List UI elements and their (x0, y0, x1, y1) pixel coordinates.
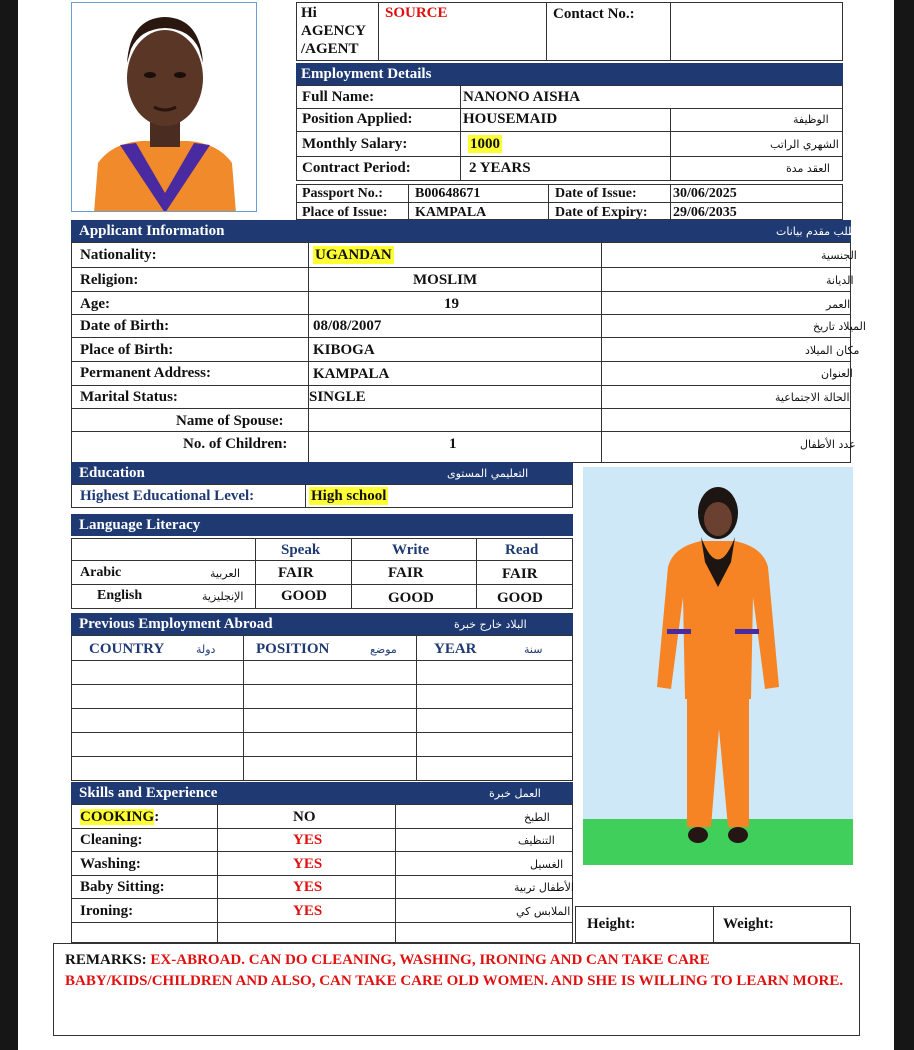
issue-date-value: 30/06/2025 (673, 186, 737, 201)
children-label: No. of Children: (183, 436, 288, 452)
education-title-ar: التعليمي المستوى (447, 467, 529, 480)
full-name-label: Full Name: (302, 89, 375, 105)
remarks-text-2: BABY/KIDS/CHILDREN AND ALSO, CAN TAKE CARE OLD WOMEN. AND SHE IS WILLING TO LEARN MORE. (65, 973, 844, 989)
marital-ar: الحالة الاجتماعية (775, 391, 850, 404)
skills-header-bar (71, 782, 573, 804)
position-value: HOUSEMAID (463, 111, 558, 127)
skill-cooking-ar: الطبخ (524, 811, 550, 824)
position-label: Position Applied: (302, 111, 413, 127)
prev-col-position: POSITION (256, 641, 330, 657)
previous-header-bar (71, 613, 573, 635)
contract-ar: العقد مدة (786, 162, 830, 175)
contract-value: 2 YEARS (469, 160, 531, 176)
lang-header-speak: Speak (281, 542, 321, 558)
salary-value: 1000 (470, 136, 500, 152)
pob-value: KIBOGA (313, 342, 375, 358)
skill-ironing-ar: الملابس كي (516, 905, 571, 918)
agency-label: Hi AGENCY /AGENT (301, 5, 367, 57)
skill-ironing-value: YES (293, 903, 323, 919)
skill-cooking-colon: : (154, 809, 160, 825)
religion-value: MOSLIM (413, 272, 478, 288)
marital-label: Marital Status: (80, 389, 178, 405)
skill-cooking-label (80, 808, 159, 826)
skill-ironing-label: Ironing: (80, 903, 134, 919)
height-label: Height: (587, 916, 636, 932)
education-title: Education (79, 465, 145, 481)
position-ar: الوظيفة (793, 113, 829, 126)
skills-title-ar: العمل خبرة (489, 787, 541, 800)
lang-name-english: English (97, 588, 143, 603)
lang-header-read: Read (505, 542, 539, 558)
previous-title: Previous Employment Abroad (79, 616, 273, 632)
lang-name-english-ar: الإنجليزية (202, 590, 244, 603)
lang-header-write: Write (392, 542, 430, 558)
education-level-label: Highest Educational Level: (80, 488, 255, 504)
expiry-date-value: 29/06/2035 (673, 205, 737, 220)
applicant-title: Applicant Information (79, 223, 225, 239)
children-value: 1 (449, 436, 457, 452)
address-value: KAMPALA (313, 366, 390, 382)
skill-cleaning-ar: التنظيف (518, 834, 555, 847)
children-ar: عدد الأطفال (800, 438, 856, 451)
education-level-value: High school (311, 488, 387, 504)
skill-babysitting-ar: الأطفال تربية (514, 881, 574, 894)
full-name-value: NANONO AISHA (463, 89, 581, 105)
language-header-bar (71, 514, 573, 536)
english-write: GOOD (388, 590, 434, 606)
remarks-line1 (65, 951, 710, 969)
lang-name-arabic-ar: العربية (210, 567, 241, 580)
age-label: Age: (80, 296, 110, 312)
language-title: Language Literacy (79, 517, 201, 533)
prev-col-position-ar: موضع (370, 643, 397, 656)
skill-cleaning-label: Cleaning: (80, 832, 143, 848)
remarks-label: REMARKS: (65, 952, 151, 968)
prev-col-year: YEAR (434, 641, 477, 657)
skills-title: Skills and Experience (79, 785, 218, 801)
prev-col-year-ar: سنة (524, 643, 543, 656)
skill-washing-ar: الغسيل (530, 858, 564, 871)
prev-col-country: COUNTRY (89, 641, 165, 657)
previous-title-ar: البلاد خارج خبرة (454, 618, 527, 631)
dob-ar: الميلاد تاريخ (813, 320, 866, 333)
age-value: 19 (444, 296, 459, 312)
portrait-photo (71, 2, 257, 212)
english-read: GOOD (497, 590, 543, 606)
nationality-value: UGANDAN (315, 247, 392, 263)
pob-ar: مكان الميلاد (805, 344, 860, 357)
address-label: Permanent Address: (80, 365, 211, 381)
dob-value: 08/08/2007 (313, 318, 382, 334)
english-speak: GOOD (281, 588, 327, 604)
expiry-date-label: Date of Expiry: (555, 205, 648, 220)
lang-name-arabic: Arabic (80, 565, 122, 580)
weight-label: Weight: (723, 916, 774, 932)
employment-header-bar (296, 63, 843, 85)
full-body-photo (583, 467, 853, 865)
arabic-speak: FAIR (278, 565, 314, 581)
pob-label: Place of Birth: (80, 342, 174, 358)
place-of-issue-value: KAMPALA (415, 205, 487, 220)
spouse-label: Name of Spouse: (176, 413, 284, 429)
remarks-text-1: EX-ABROAD. CAN DO CLEANING, WASHING, IRONING AND CAN TAKE CARE (150, 952, 710, 968)
nationality-label: Nationality: (80, 247, 157, 263)
passport-no-label: Passport No.: (302, 186, 383, 201)
skill-cooking-name: COOKING (80, 809, 155, 825)
prev-col-country-ar: دولة (196, 643, 216, 656)
nationality-ar: الجنسية (821, 249, 857, 262)
skill-cooking-value: NO (293, 809, 316, 825)
address-ar: العنوان (821, 367, 853, 380)
employment-title: Employment Details (301, 66, 432, 82)
skill-washing-label: Washing: (80, 856, 141, 872)
source-label: SOURCE (385, 5, 448, 21)
religion-label: Religion: (80, 272, 139, 288)
education-header-bar (71, 462, 573, 484)
applicant-title-ar: الطلب مقدم بيانات (776, 225, 864, 238)
issue-date-label: Date of Issue: (555, 186, 637, 201)
marital-value: SINGLE (309, 389, 366, 405)
arabic-read: FAIR (502, 566, 538, 582)
contract-label: Contract Period: (302, 160, 411, 176)
dob-label: Date of Birth: (80, 318, 170, 334)
applicant-header-bar (71, 220, 864, 242)
religion-ar: الديانة (826, 274, 854, 287)
arabic-write: FAIR (388, 565, 424, 581)
age-ar: العمر (826, 298, 851, 311)
place-of-issue-label: Place of Issue: (302, 205, 388, 220)
skill-washing-value: YES (293, 856, 323, 872)
salary-label: Monthly Salary: (302, 136, 408, 152)
salary-ar: الشهري الراتب (770, 138, 839, 151)
cv-page (18, 0, 894, 1050)
skill-babysitting-value: YES (293, 879, 323, 895)
passport-no-value: B00648671 (415, 186, 481, 201)
skill-babysitting-label: Baby Sitting: (80, 879, 165, 895)
contact-label: Contact No.: (553, 6, 635, 22)
skill-cleaning-value: YES (293, 832, 323, 848)
